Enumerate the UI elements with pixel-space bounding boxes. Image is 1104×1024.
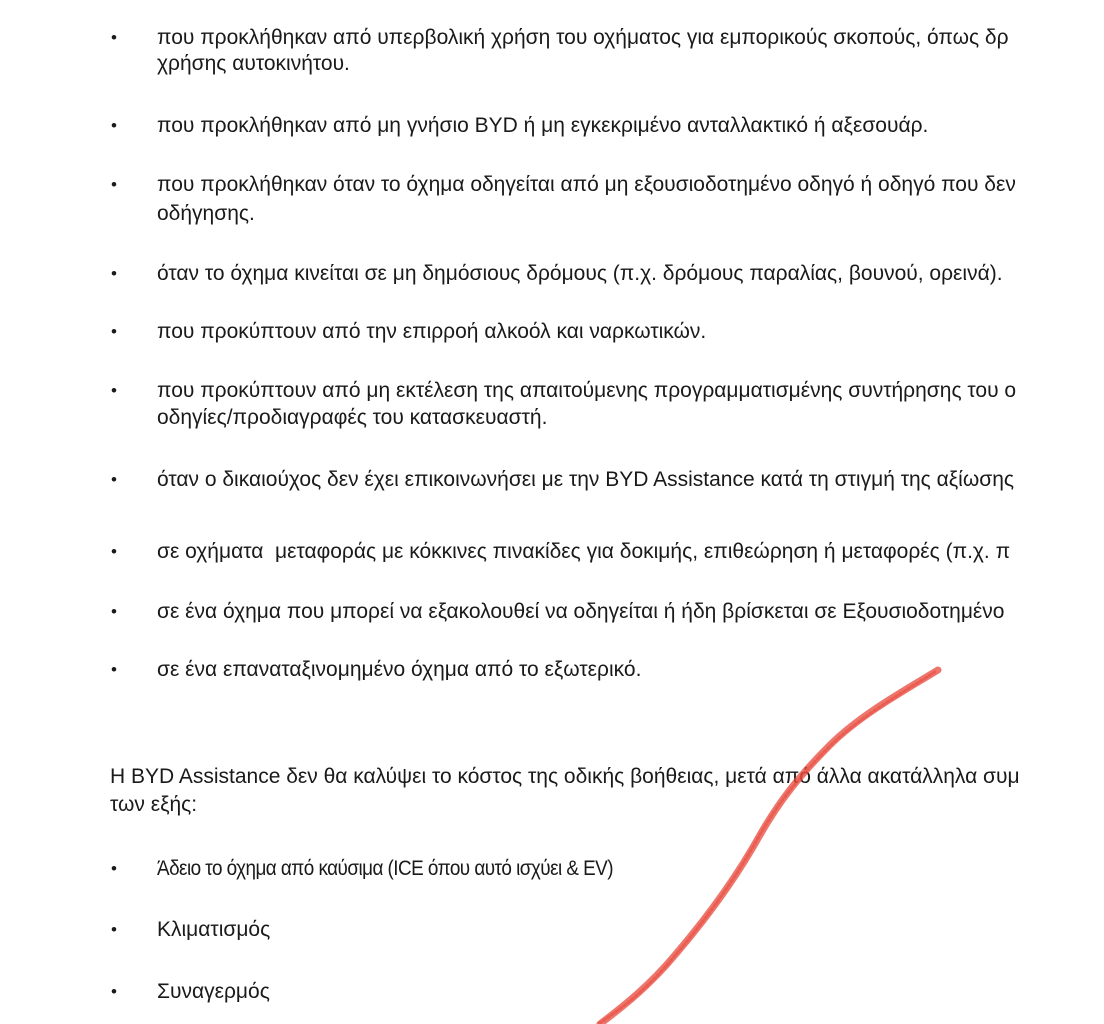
bullet-icon: • [111, 542, 117, 561]
list-item-text: Άδειο το όχημα από καύσιμα (ICE όπου αυτό ισχύει & EV) [157, 857, 613, 880]
list-item-text: σε ένα όχημα που μπορεί να εξακολουθεί να οδηγείται ή ήδη βρίσκεται σε Εξουσιοδοτημένο [157, 600, 1005, 623]
list-item-text: που προκλήθηκαν όταν το όχημα οδηγείται από μη εξουσιοδοτημένο οδηγό ή οδηγό που δεν [157, 173, 1016, 196]
bullet-icon: • [111, 859, 117, 878]
list-item [0, 917, 1104, 942]
list-item [0, 599, 1104, 624]
list-item [0, 657, 1104, 682]
bullet-icon: • [111, 470, 117, 489]
list-item [0, 113, 1104, 138]
bullet-icon: • [111, 381, 117, 400]
list-item-text: που προκλήθηκαν από υπερβολική χρήση του οχήματος για εμπορικούς σκοπούς, όπως δρ [157, 26, 1009, 49]
paragraph-line: των εξής: [110, 793, 198, 816]
bullet-icon: • [111, 264, 117, 283]
list-item-text: όταν το όχημα κινείται σε μη δημόσιους δρόμους (π.χ. δρόμους παραλίας, βουνού, ορεινά). [157, 262, 1003, 285]
list-item [0, 467, 1104, 492]
list-item-text: οδηγίες/προδιαγραφές του κατασκευαστή. [157, 406, 548, 429]
list-item [0, 172, 1104, 225]
list-item [0, 261, 1104, 286]
list-item [0, 979, 1104, 1004]
red-pen-stroke [600, 670, 938, 1024]
bullet-icon: • [111, 322, 117, 341]
paragraph-line: Η BYD Assistance δεν θα καλύψει το κόστος της οδικής βοήθειας, μετά από άλλα ακατάλληλα συμ [110, 765, 1020, 788]
list-item-text: χρήσης αυτοκινήτου. [157, 52, 350, 75]
list-item-text: σε ένα επαναταξινομημένο όχημα από το εξωτερικό. [157, 658, 642, 681]
list-item-text: Συναγερμός [157, 980, 270, 1003]
bullet-icon: • [111, 920, 117, 939]
list-item-text: όταν ο δικαιούχος δεν έχει επικοινωνήσει με την BYD Assistance κατά τη στιγμή της αξίωσης [157, 468, 1015, 491]
list-item-text: οδήγησης. [157, 202, 255, 225]
list-item-text: που προκύπτουν από την επιρροή αλκοόλ και ναρκωτικών. [157, 320, 707, 343]
list-item [0, 319, 1104, 344]
list-item-text: που προκλήθηκαν από μη γνήσιο BYD ή μη εγκεκριμένο ανταλλακτικό ή αξεσουάρ. [157, 114, 929, 137]
list-item [0, 856, 1104, 881]
red-pen-stroke-texture [598, 672, 935, 1024]
list-item-text: που προκύπτουν από μη εκτέλεση της απαιτούμενης προγραμματισμένης συντήρησης του ο [157, 379, 1017, 402]
list-item [0, 25, 1104, 75]
list-item [0, 539, 1104, 564]
bullet-icon: • [111, 28, 117, 47]
bullet-icon: • [111, 116, 117, 135]
bullet-icon: • [111, 982, 117, 1001]
list-item [0, 378, 1104, 428]
bullet-icon: • [111, 660, 117, 679]
list-item-text: σε οχήματα μεταφοράς με κόκκινες πινακίδες για δοκιμής, επιθεώρηση ή μεταφορές (π.χ. π [157, 540, 1011, 563]
bullet-icon: • [111, 175, 117, 194]
list-item-text: Κλιματισμός [157, 918, 271, 941]
bullet-icon: • [111, 602, 117, 621]
